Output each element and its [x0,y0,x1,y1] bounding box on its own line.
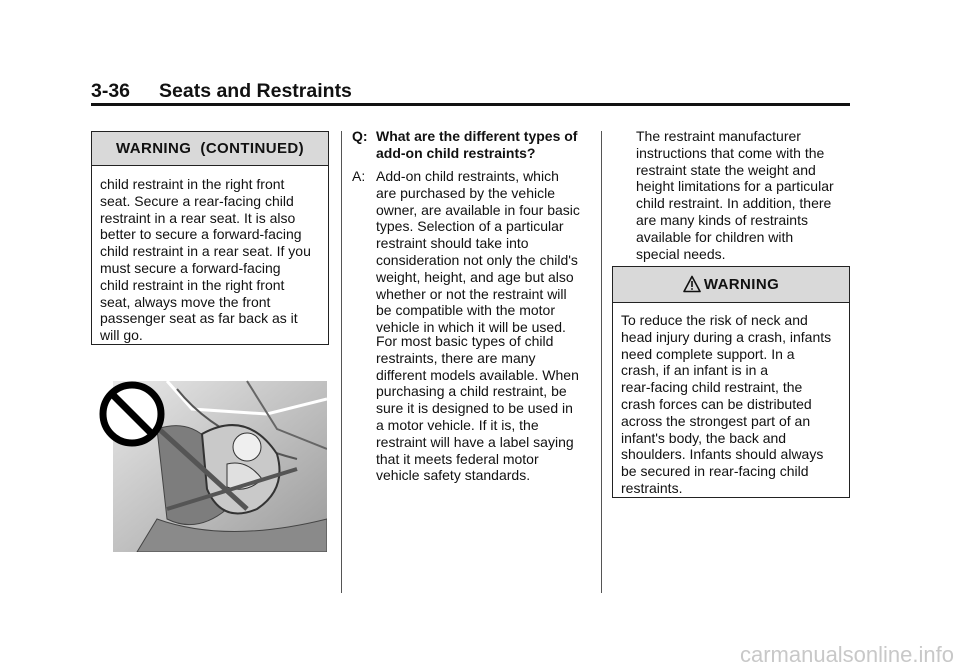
text-line: a motor vehicle. If it is, the [376,416,539,433]
watermark: carmanualsonline.info [739,642,954,667]
text-line: restraint in a rear seat. It is also [100,209,296,226]
restraint-manufacturer-paragraph [636,128,850,262]
text-line: consideration not only the child's [376,251,578,268]
text-line: What are the different types of [376,128,578,144]
text-line: are purchased by the vehicle [376,184,555,201]
text-line: passenger seat as far back as it [100,310,298,327]
text-line: restraints. [621,479,683,496]
text-line: head injury during a crash, infants [621,328,832,345]
text-line: For most basic types of child [376,333,554,349]
text-line: must secure a forward-facing [100,259,281,276]
page-number: 3-36 [91,80,131,102]
question-text [376,128,594,162]
text-line: child restraint. In addition, there [636,195,832,212]
text-line: that it meets federal motor [376,450,539,467]
text-line: will go. [100,327,143,344]
text-line: need complete support. In a [621,345,795,362]
illustration-no-rear-facing-front-seat [97,369,327,552]
warning-title-bar [613,267,849,303]
question-label: Q: [352,128,368,144]
text-line: restraints, there are many [376,349,536,366]
text-line: purchasing a child restraint, be [376,383,567,400]
text-line: vehicle safety standards. [376,467,531,484]
text-line: child restraint in the right front [100,176,285,192]
text-line: instructions that come with the [636,144,825,161]
text-line: crash forces can be distributed [621,395,812,412]
text-line: types. Selection of a particular [376,218,564,235]
text-line: sure it is designed to be used in [376,400,573,417]
text-line: are many kinds of restraints [636,211,808,228]
text-line: child restraint in a rear seat. If you [100,243,311,260]
text-line: crash, if an infant is in a [621,362,769,379]
text-line: better to secure a forward-facing [100,226,302,243]
text-line: seat, always move the front [100,293,271,310]
section-title: Seats and Restraints [159,80,352,102]
warning-continued-title: WARNING (CONTINUED) [92,132,328,166]
text-line: weight, height, and age but also [376,268,574,285]
column-divider-2 [601,131,602,593]
text-line: vehicle in which it will be used. [376,319,566,336]
text-line: whether or not the restraint will [376,285,567,302]
answer-text [376,168,594,336]
text-line: be compatible with the motor [376,302,555,319]
warning-continued-body [92,166,328,344]
header-rule [91,103,850,106]
text-line: available for children with [636,228,794,245]
warning-triangle-icon [683,275,701,293]
text-line: add-on child restraints? [376,144,536,161]
text-line: height limitations for a particular [636,178,834,195]
text-line: different models available. When [376,366,579,383]
text-line: Add-on child restraints, which [376,168,559,184]
warning-box [612,266,850,498]
text-line: special needs. [636,245,726,262]
text-line: be secured in rear-facing child [621,463,809,480]
text-line: restraint will have a label saying [376,433,574,450]
warning-title: WARNING [703,276,780,293]
text-line: restraint should take into [376,235,529,252]
text-line: infant's body, the back and [621,429,787,446]
column-divider-1 [341,131,342,593]
text-line: rear-facing child restraint, the [621,379,803,396]
prohibition-icon [97,379,167,449]
text-line: shoulders. Infants should always [621,446,824,463]
text-line: owner, are available in four basic [376,201,580,218]
warning-body [613,303,849,497]
text-line: seat. Secure a rear-facing child [100,192,294,209]
warning-continued-box [91,131,329,345]
text-line: child restraint in the right front [100,276,285,293]
text-line: The restraint manufacturer [636,128,801,144]
text-line: across the strongest part of an [621,412,811,429]
text-line: restraint state the weight and [636,161,816,178]
answer-paragraph-2 [376,333,594,484]
page-header [91,80,352,103]
answer-label: A: [352,168,366,184]
text-line: To reduce the risk of neck and [621,312,808,328]
